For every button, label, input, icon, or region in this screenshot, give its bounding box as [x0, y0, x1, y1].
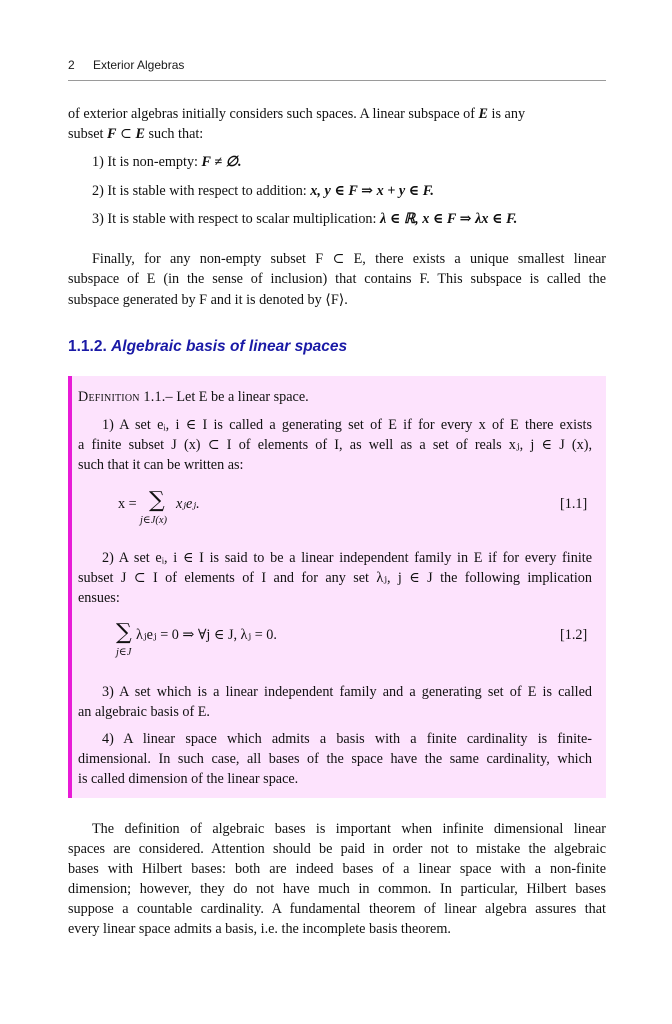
- def-item-4-line-3: is called dimension of the linear space.: [78, 771, 299, 787]
- section-heading: [68, 338, 347, 356]
- eq-1-subscript: j∈J(x): [140, 515, 168, 526]
- condition-2: [92, 181, 434, 201]
- closing-line-6: every linear space admits a basis, i.e. the incomplete basis theorem.: [68, 921, 451, 937]
- finally-line-1: Finally, for any non-empty subset F ⊂ E, there exists a unique smallest linear: [92, 251, 606, 267]
- closing-line-4: dimension; however, they do not have much in common. In particular, Hilbert bases: [68, 881, 606, 897]
- closing-line-1: The definition of algebraic bases is important when infinite dimensional linear: [92, 821, 606, 837]
- page-number: 2: [68, 58, 75, 72]
- section-number: 1.1.2.: [68, 338, 107, 355]
- def-item-2-line-2: subset J ⊂ I of elements of I and for any set λⱼ, j ∈ J the following implication: [78, 570, 592, 586]
- symbol-E: E: [135, 126, 145, 142]
- finally-line-2: subspace of E (in the sense of inclusion) that contains F. This subspace is called the: [68, 271, 606, 287]
- condition-3: [92, 209, 517, 229]
- definition-label: Definition 1.1.–: [78, 389, 173, 405]
- condition-2-math: x, y ∈ F ⇒ x + y ∈ F.: [310, 183, 434, 199]
- def-item-1-line-3: such that it can be written as:: [78, 457, 244, 473]
- condition-1-text: 1) It is non-empty:: [92, 154, 198, 170]
- running-title: Exterior Algebras: [93, 58, 185, 72]
- subset-symbol: ⊂: [120, 126, 132, 142]
- intro-line-1: [68, 104, 606, 124]
- eq-2-subscript: j∈J: [116, 647, 132, 658]
- def-item-2-line-3: ensues:: [78, 590, 120, 606]
- intro-line-2-end: such that:: [148, 126, 204, 142]
- symbol-F: F: [107, 126, 117, 142]
- closing-line-5: suppose a countable cardinality. A fundamental theorem of linear algebra assures that: [68, 901, 606, 917]
- closing-line-2: spaces are considered. Attention should be paid in order not to mistake the algebraic: [68, 841, 606, 857]
- condition-3-math: λ ∈ ℝ, x ∈ F ⇒ λx ∈ F.: [380, 211, 518, 227]
- eq-2-body: λⱼeⱼ = 0 ⇒ ∀j ∈ J, λⱼ = 0.: [136, 627, 277, 643]
- condition-1-math: F ≠ ∅.: [201, 154, 242, 170]
- eq-1-sum-symbol: ∑: [149, 488, 165, 513]
- def-item-4-line-1: 4) A linear space which admits a basis with a finite cardinality is finite-: [102, 731, 592, 747]
- def-item-4-line-2: dimensional. In such case, all bases of the space have the same cardinality, which: [78, 751, 592, 767]
- eq-2-number: [1.2]: [560, 627, 588, 643]
- def-item-2-line-1: 2) A set eᵢ, i ∈ I is said to be a linear independent family in E if for every finite: [102, 550, 592, 566]
- eq-1-number: [1.1]: [560, 496, 588, 512]
- def-item-3-line-2: an algebraic basis of E.: [78, 704, 210, 720]
- section-title: Algebraic basis of linear spaces: [111, 338, 348, 355]
- def-item-1-line-1: 1) A set eᵢ, i ∈ I is called a generating set of E if for every x of E there exists: [102, 417, 592, 433]
- finally-line-3: subspace generated by F and it is denoted by ⟨F⟩.: [68, 292, 348, 308]
- running-header: [68, 56, 606, 81]
- closing-line-3: bases with Hilbert bases: both are indeed bases of a linear space with a non-finite: [68, 861, 606, 877]
- eq-1-body: xⱼeⱼ.: [176, 496, 200, 512]
- def-item-1-line-2: a finite subset J (x) ⊂ I of elements of I, as well as a set of reals xⱼ, j ∈ J (x),: [78, 437, 592, 453]
- intro-line-2-text: subset: [68, 126, 104, 142]
- intro-line-1-end: is any: [491, 106, 526, 122]
- def-item-3-line-1: 3) A set which is a linear independent family and a generating set of E is called: [102, 684, 592, 700]
- condition-2-text: 2) It is stable with respect to addition:: [92, 183, 307, 199]
- eq-2-sum-symbol: ∑: [116, 620, 132, 645]
- eq-1-lhs: x =: [118, 496, 137, 512]
- intro-line-2: [68, 124, 203, 144]
- definition-heading: [78, 387, 309, 407]
- condition-1: [92, 152, 242, 172]
- intro-line-1-text: of exterior algebras initially considers such spaces. A linear subspace of: [68, 106, 475, 122]
- definition-lead: Let E be a linear space.: [176, 389, 309, 405]
- condition-3-text: 3) It is stable with respect to scalar multiplication:: [92, 211, 377, 227]
- symbol-E: E: [478, 106, 488, 122]
